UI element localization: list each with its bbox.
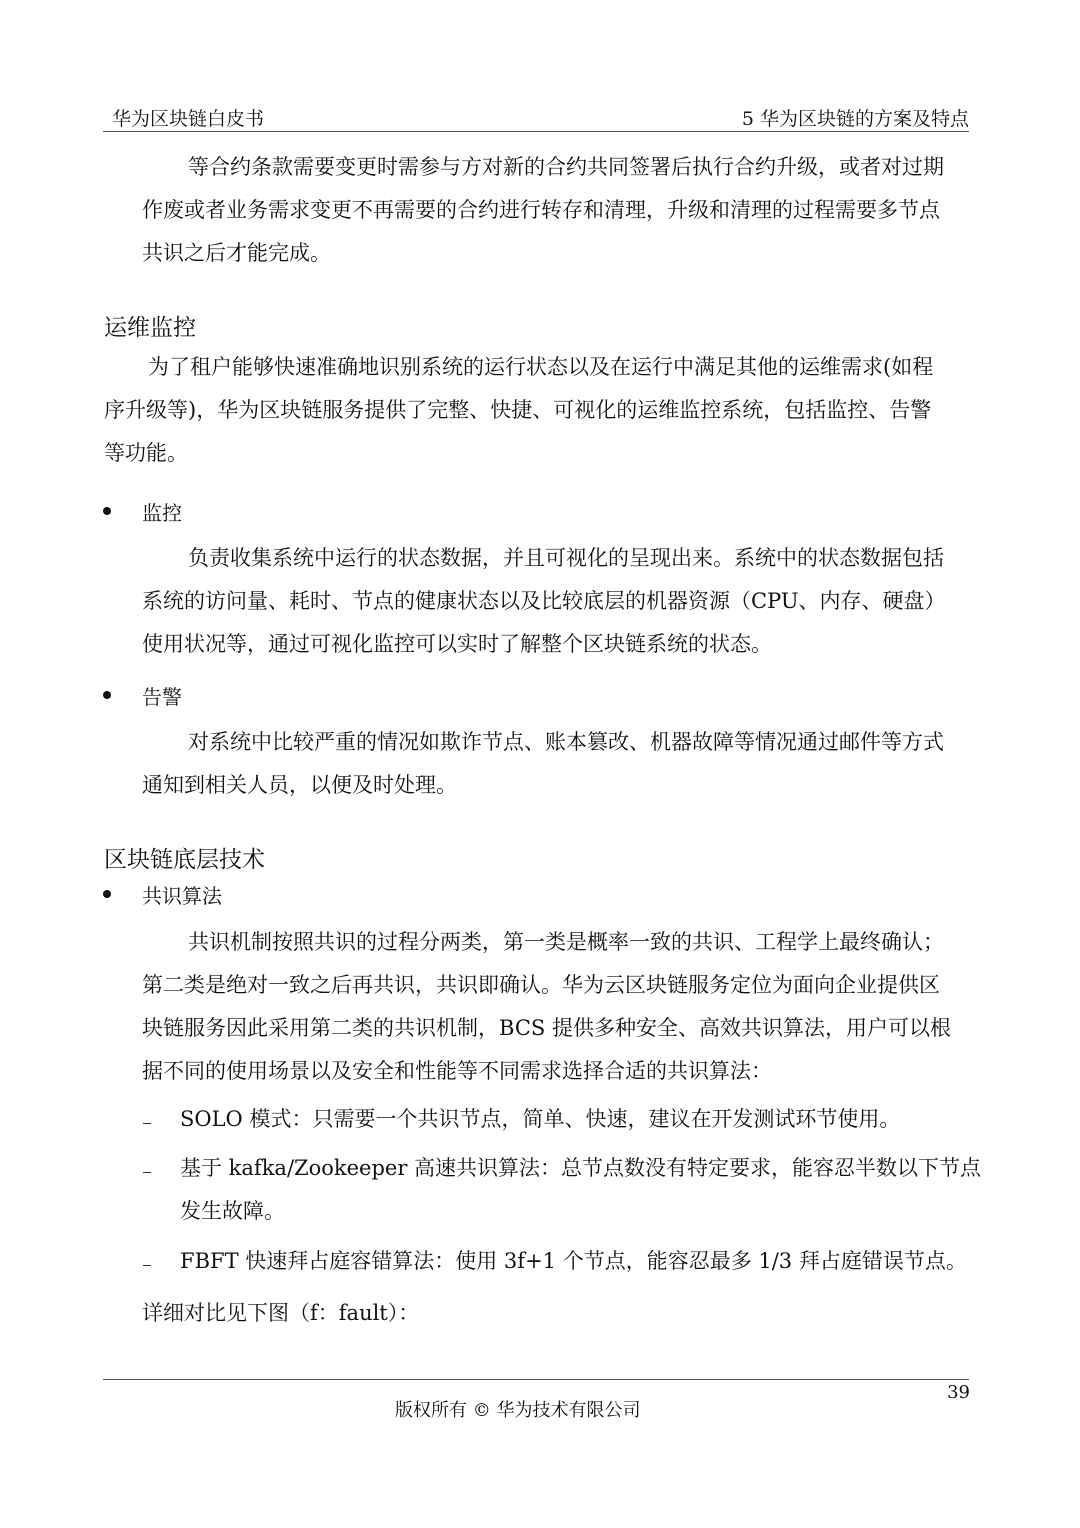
bullet-dot <box>103 691 111 699</box>
ops-line-2: 序升级等)，华为区块链服务提供了完整、快捷、可视化的运维监控系统，包括监控、告警 <box>104 398 932 422</box>
section-heading-tech: 区块链底层技术 <box>104 847 265 873</box>
bullet-dot <box>103 890 111 898</box>
list-dash <box>143 1265 151 1266</box>
consensus-line-4: 据不同的使用场景以及安全和性能等不同需求选择合适的共识算法： <box>142 1059 772 1083</box>
list-dash <box>143 1172 151 1173</box>
intro-line-2: 作废或者业务需求变更不再需要的合约进行转存和清理，升级和清理的过程需要多节点 <box>142 198 940 222</box>
footer-copyright: 版权所有 © 华为技术有限公司 <box>395 1400 641 1421</box>
detail-note: 详细对比见下图（f：fault）： <box>142 1301 420 1325</box>
header-rule <box>103 131 969 132</box>
alarm-line-2: 通知到相关人员，以便及时处理。 <box>142 773 457 797</box>
footer-rule <box>103 1379 969 1380</box>
list-dash <box>143 1123 151 1124</box>
alarm-line-1: 对系统中比较严重的情况如欺诈节点、账本篡改、机器故障等情况通过邮件等方式 <box>188 730 944 754</box>
ops-line-1: 为了租户能够快速准确地识别系统的运行状态以及在运行中满足其他的运维需求(如程 <box>148 355 934 379</box>
bullet-title-consensus: 共识算法 <box>142 884 222 908</box>
algo-item-solo: SOLO 模式：只需要一个共识节点，简单、快速，建议在开发测试环节使用。 <box>180 1107 901 1131</box>
bullet-title-monitor: 监控 <box>142 501 182 525</box>
algo-item-kafka-cont: 发生故障。 <box>180 1199 285 1223</box>
consensus-line-1: 共识机制按照共识的过程分两类，第一类是概率一致的共识、工程学上最终确认； <box>188 930 944 954</box>
header-left-title: 华为区块链白皮书 <box>112 108 265 130</box>
intro-line-3: 共识之后才能完成。 <box>142 241 331 265</box>
bullet-title-alarm: 告警 <box>142 685 182 709</box>
ops-line-3: 等功能。 <box>104 441 188 465</box>
header-right-chapter: 5 华为区块链的方案及特点 <box>741 108 969 130</box>
consensus-line-3: 块链服务因此采用第二类的共识机制，BCS 提供多种安全、高效共识算法，用户可以根 <box>142 1016 951 1040</box>
algo-item-fbft: FBFT 快速拜占庭容错算法：使用 3f+1 个节点，能容忍最多 1/3 拜占庭错误节点。 <box>180 1249 967 1273</box>
monitor-line-2: 系统的访问量、耗时、节点的健康状态以及比较底层的机器资源（CPU、内存、硬盘） <box>142 589 946 613</box>
monitor-line-1: 负责收集系统中运行的状态数据，并且可视化的呈现出来。系统中的状态数据包括 <box>188 546 944 570</box>
consensus-line-2: 第二类是绝对一致之后再共识，共识即确认。华为云区块链服务定位为面向企业提供区 <box>142 973 940 997</box>
monitor-line-3: 使用状况等，通过可视化监控可以实时了解整个区块链系统的状态。 <box>142 632 772 656</box>
bullet-dot <box>103 507 111 515</box>
intro-line-1: 等合约条款需要变更时需参与方对新的合约共同签署后执行合约升级，或者对过期 <box>188 155 944 179</box>
section-heading-ops: 运维监控 <box>104 315 196 341</box>
algo-item-kafka: 基于 kafka/Zookeeper 高速共识算法：总节点数没有特定要求，能容忍半数以下节点 <box>180 1156 982 1180</box>
page-number: 39 <box>947 1382 970 1403</box>
